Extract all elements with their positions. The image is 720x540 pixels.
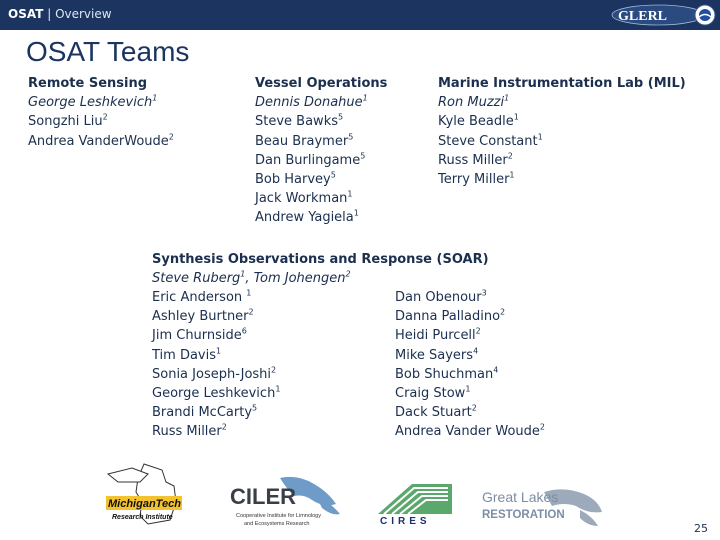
glerl-logo — [608, 3, 716, 27]
team-member: Brandi McCarty$^5$ — [152, 403, 258, 421]
team-mil — [438, 74, 686, 189]
team-lead: George Leshkevich$^1$ — [28, 93, 158, 111]
team-member: Bob Harvey$^5$ — [255, 170, 336, 188]
great-lakes-restoration-logo — [480, 486, 608, 530]
team-soar-right — [395, 288, 545, 442]
team-member: Jack Workman$^1$ — [255, 189, 353, 207]
team-lead: Dennis Donahue$^1$ — [255, 93, 368, 111]
mtri-logo — [104, 462, 202, 528]
team-soar-heading-block — [152, 250, 489, 288]
team-member: Beau Braymer$^5$ — [255, 132, 354, 149]
cires-logo-name: CIRES — [380, 516, 431, 527]
header-bar — [0, 0, 720, 30]
team-member: Russ Miller$^2$ — [438, 151, 513, 168]
team-member: Steve Bawks$^5$ — [255, 113, 344, 130]
team-soar-left — [152, 288, 280, 442]
team-lead: Steve Ruberg$^1$, Tom Johengen$^2$ — [152, 269, 351, 287]
glr-logo-line1: Great Lakes — [482, 489, 559, 505]
team-member: Eric Anderson $^1$ — [152, 288, 252, 305]
team-member: Steve Constant$^1$ — [438, 132, 543, 149]
team-member: Dan Burlingame$^5$ — [255, 151, 366, 168]
breadcrumb-separator: | — [43, 7, 56, 21]
team-heading: Marine Instrumentation Lab (MIL) — [438, 76, 686, 91]
glerl-logo-text: GLERL — [618, 9, 668, 24]
team-member: Andrea VanderWoude$^2$ — [28, 132, 174, 149]
ciler-logo — [228, 474, 360, 530]
cires-logo — [372, 480, 462, 528]
team-lead: Ron Muzzi$^1$ — [438, 93, 510, 111]
team-member: Danna Palladino$^2$ — [395, 307, 506, 325]
team-member: Bob Shuchman$^4$ — [395, 365, 499, 382]
ciler-logo-name: CILER — [230, 484, 296, 509]
mtri-logo-line2: Research Institute — [112, 514, 173, 521]
page-title: OSAT Teams — [26, 36, 190, 67]
breadcrumb-page: Overview — [55, 7, 112, 21]
team-heading: Remote Sensing — [28, 76, 148, 91]
mtri-logo-line1: MichiganTech — [108, 498, 181, 510]
team-vessel-operations — [255, 74, 387, 228]
team-heading: Vessel Operations — [255, 76, 388, 91]
team-member: Tim Davis$^1$ — [152, 346, 222, 363]
team-member: Songzhi Liu$^2$ — [28, 113, 108, 130]
page-number: 25 — [694, 522, 708, 535]
team-remote-sensing — [28, 74, 174, 151]
team-member: Mike Sayers$^4$ — [395, 346, 479, 363]
team-member: Terry Miller$^1$ — [438, 170, 515, 188]
ciler-logo-line1: Cooperative Institute for Limnology — [236, 513, 321, 519]
team-member: Heidi Purcell$^2$ — [395, 327, 481, 344]
team-member: Dan Obenour$^3$ — [395, 288, 487, 305]
team-member: Kyle Beadle$^1$ — [438, 113, 519, 130]
team-heading: Synthesis Observations and Response (SOAR) — [152, 252, 489, 267]
team-member: Ashley Burtner$^2$ — [152, 307, 254, 325]
team-member: Jim Churnside$^6$ — [152, 327, 247, 344]
team-member: Craig Stow$^1$ — [395, 384, 471, 402]
team-member: George Leshkevich$^1$ — [152, 384, 281, 402]
team-member: Andrew Yagiela$^1$ — [255, 209, 359, 226]
ciler-logo-line2: and Ecosystems Research — [244, 521, 310, 527]
breadcrumb — [8, 7, 112, 21]
team-member: Sonia Joseph-Joshi$^2$ — [152, 365, 277, 382]
team-member: Andrea Vander Woude$^2$ — [395, 423, 545, 440]
breadcrumb-section: OSAT — [8, 7, 44, 21]
team-member: Russ Miller$^2$ — [152, 423, 227, 440]
team-member: Dack Stuart$^2$ — [395, 403, 477, 421]
glr-logo-line2: RESTORATION — [482, 509, 565, 521]
